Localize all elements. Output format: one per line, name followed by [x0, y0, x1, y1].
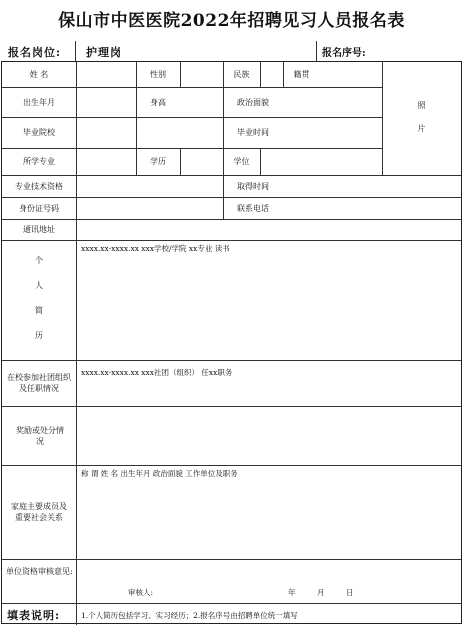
review-label: 单位资格审核意见:: [6, 566, 73, 576]
ethnicity-label: 民族: [233, 70, 250, 79]
id-number-label: 身份证号码: [19, 203, 59, 213]
resume-content[interactable]: xxxx.xx-xxxx.xx xxx学校/学院 xx专业 读书: [81, 244, 230, 253]
date-day: 日: [346, 588, 354, 597]
resume-label: 个 人 简 历: [35, 256, 43, 340]
photo-placeholder: 照 片: [417, 101, 426, 133]
notes-label: 填表说明:: [7, 609, 61, 622]
clubs-label: 在校参加社团组织及任职情况: [7, 373, 71, 393]
education-label: 学历: [150, 157, 166, 166]
position-label: 报名岗位:: [8, 46, 62, 59]
form-title: 保山市中医医院2022年招聘见习人员报名表: [58, 11, 405, 31]
major-label: 所学专业: [23, 157, 55, 166]
address-label: 通讯地址: [23, 225, 55, 234]
gender-label: 性别: [150, 70, 166, 79]
grad-time-label: 毕业时间: [237, 128, 269, 137]
family-label: 家庭主要成员及重要社会关系: [11, 502, 67, 522]
reviewer-label: 审核人:: [128, 588, 154, 597]
date-month: 月: [317, 588, 325, 597]
name-label: 姓 名: [29, 70, 49, 79]
phone-label: 联系电话: [237, 203, 269, 213]
obtain-time-label: 取得时间: [237, 181, 269, 191]
degree-label: 学位: [233, 157, 250, 166]
position-value[interactable]: 护理岗: [86, 46, 122, 59]
form-header: [0, 39, 463, 61]
family-content[interactable]: 称 谓 姓 名 出生年月 政治面貌 工作单位及职务: [81, 469, 238, 478]
serial-label: 报名序号:: [322, 48, 366, 59]
registration-table: [1, 61, 462, 624]
header-divider-1: [75, 41, 76, 61]
qualification-label: 专业技术资格: [15, 181, 63, 191]
header-divider-2: [316, 41, 317, 61]
notes-text: 1.个人简历包括学习、实习经历；2.报名序号由招聘单位统一填写: [81, 611, 298, 620]
clubs-content[interactable]: xxxx.xx-xxxx.xx xxx社团（组织） 任xx职务: [81, 368, 233, 377]
awards-label: 奖励或处分情况: [16, 425, 64, 446]
date-year: 年: [288, 588, 296, 597]
birth-label: 出生年月: [23, 97, 55, 107]
political-label: 政治面貌: [237, 97, 269, 107]
native-place-label: 籍贯: [293, 70, 310, 79]
school-label: 毕业院校: [23, 128, 55, 137]
height-label: 身高: [150, 97, 166, 107]
